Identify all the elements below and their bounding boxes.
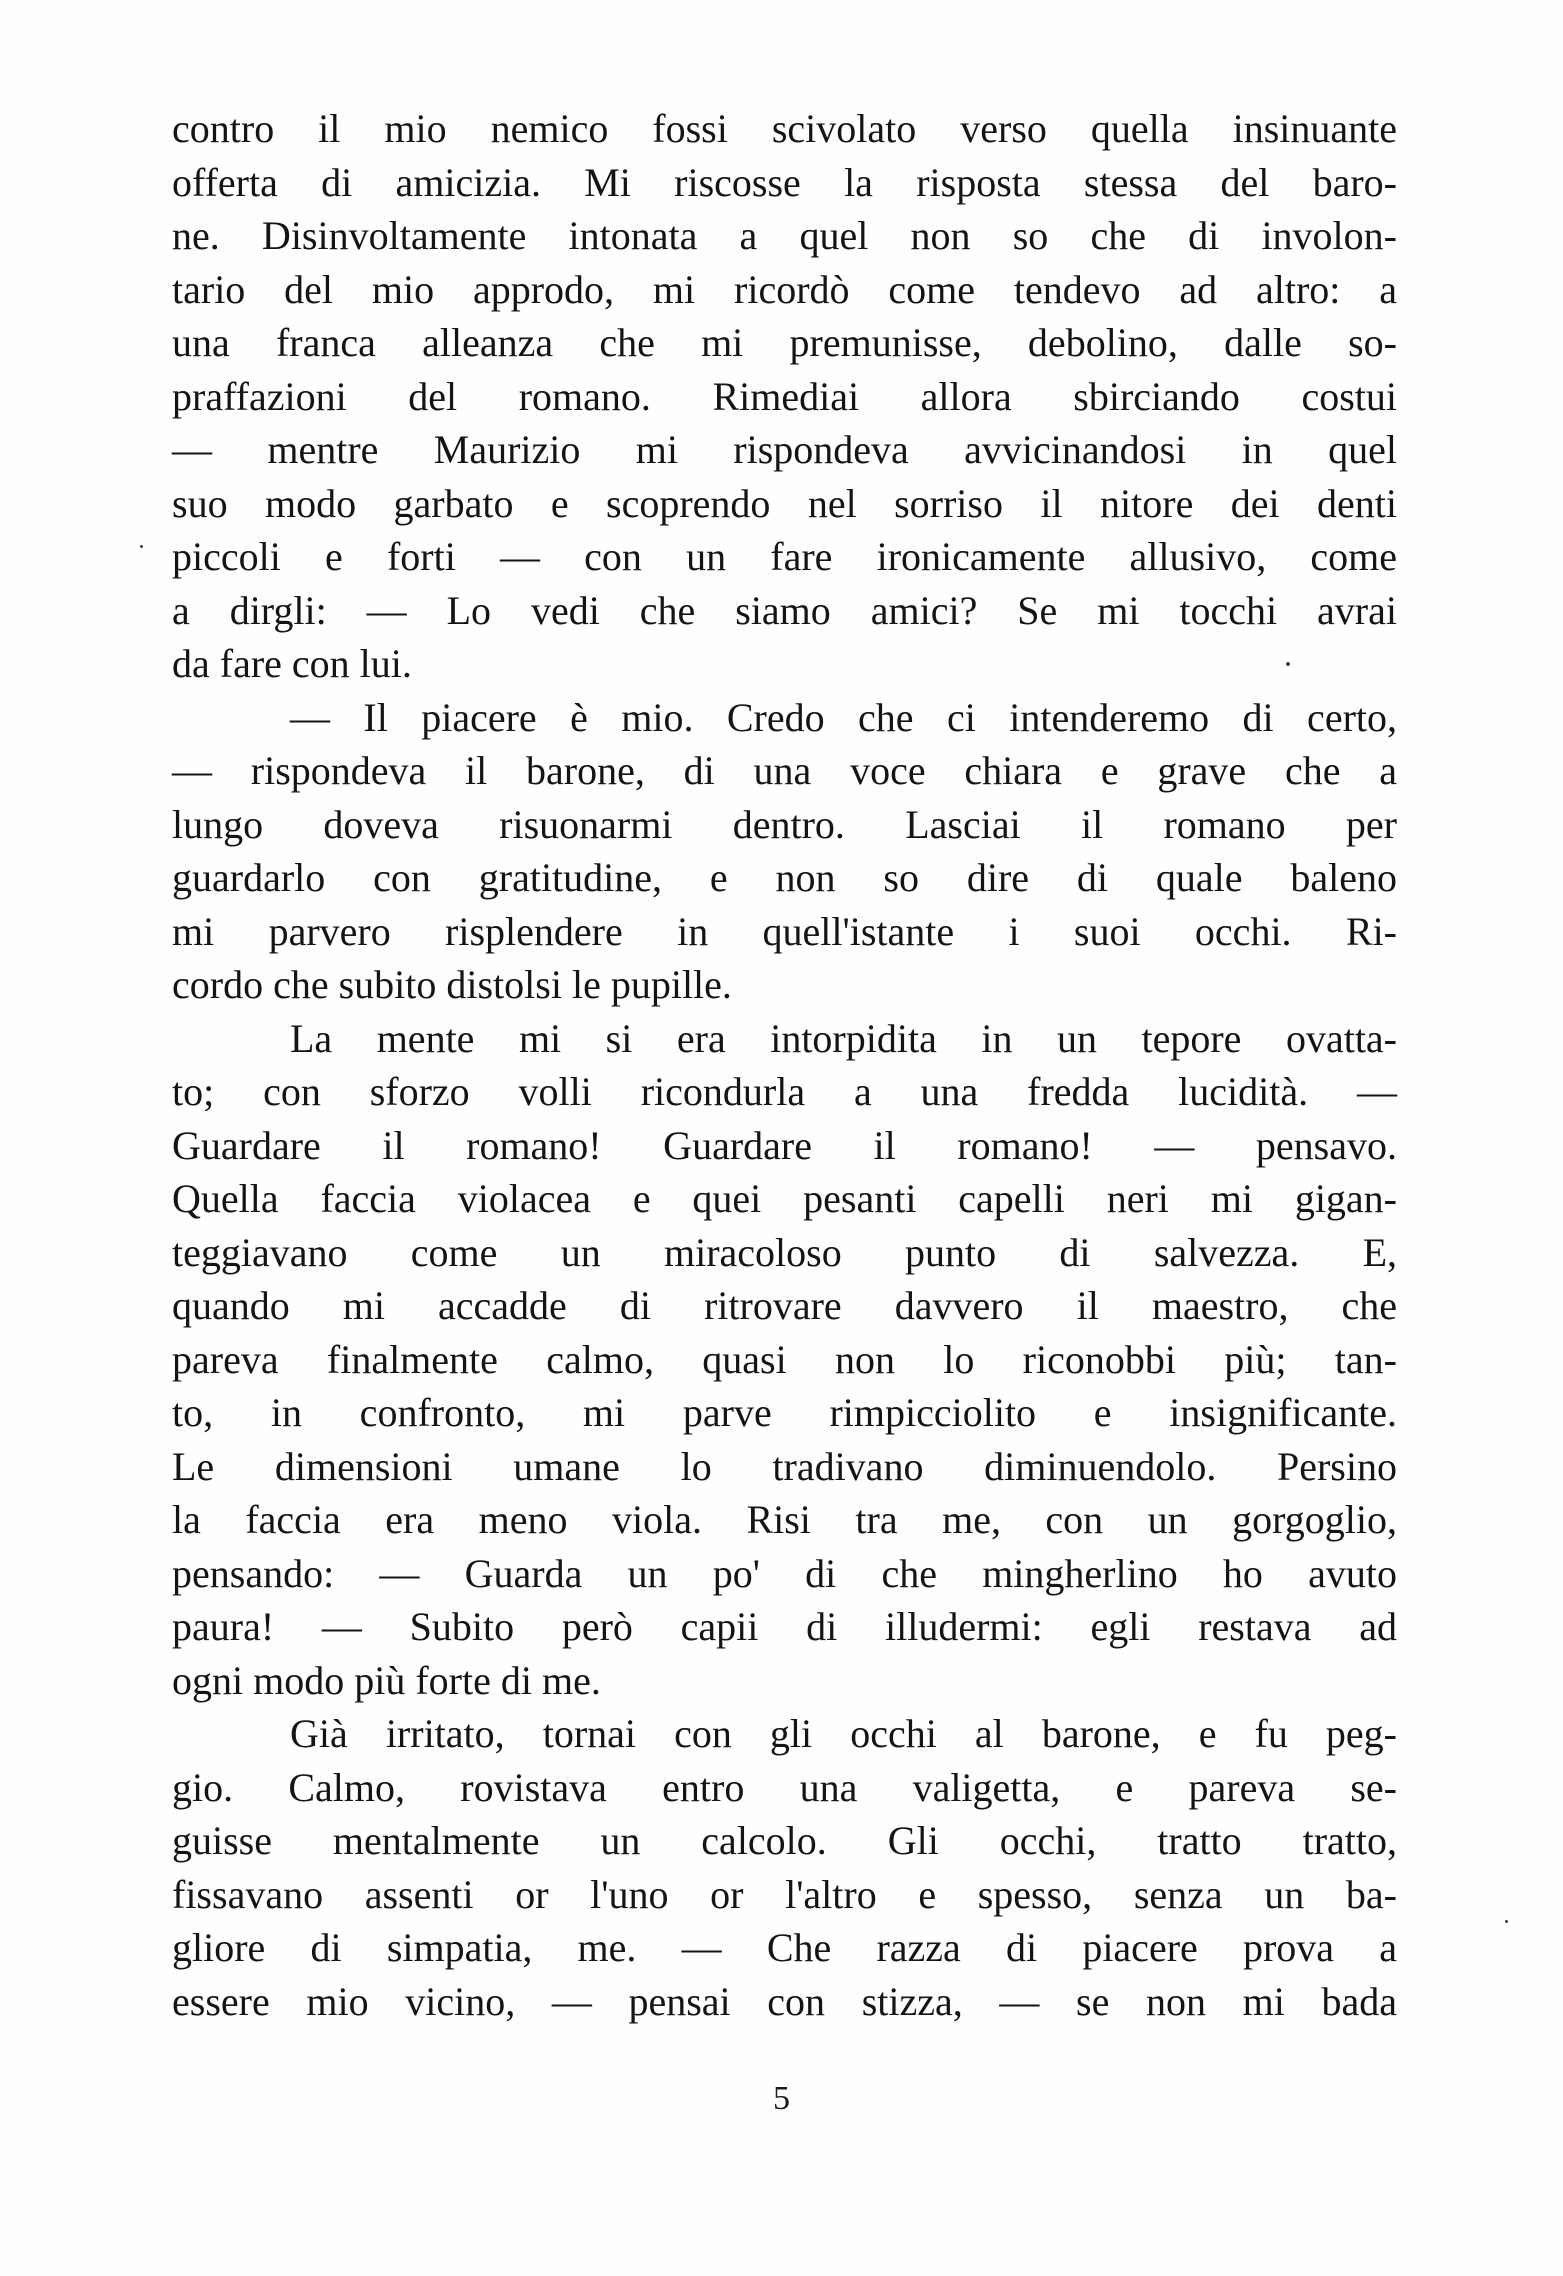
text-line: a dirgli: — Lo vedi che siamo amici? Se mi tocchi avrai [172, 587, 1397, 633]
text-line: to, in confronto, mi parve rimpicciolito e insignificante. [172, 1390, 1397, 1435]
text-line: la faccia era meno viola. Risi tra me, con un gorgoglio, [172, 1497, 1397, 1542]
text-line: paura! — Subito però capii di illudermi: egli restava ad [172, 1604, 1397, 1649]
text-line: — rispondeva il barone, di una voce chiara e grave che a [172, 748, 1397, 793]
text-line: guardarlo con gratitudine, e non so dire di quale baleno [172, 855, 1397, 900]
text-line: praffazioni del romano. Rimediai allora sbirciando costui [172, 373, 1397, 419]
paper-speck [1505, 1920, 1508, 1923]
text-line: da fare con lui. [172, 641, 412, 686]
text-line: Quella faccia violacea e quei pesanti capelli neri mi gigan- [172, 1176, 1397, 1221]
text-line: ne. Disinvoltamente intonata a quel non so che di involon- [172, 213, 1397, 258]
body-text [172, 102, 1397, 2028]
text-line: tario del mio approdo, mi ricordò come tendevo ad altro: a [172, 266, 1397, 312]
text-line: pensando: — Guarda un po' di che mingherlino ho avuto [172, 1550, 1397, 1596]
text-line: Le dimensioni umane lo tradivano diminuendolo. Persino [172, 1443, 1397, 1489]
page-number: 5 [773, 2080, 790, 2117]
text-line: suo modo garbato e scoprendo nel sorriso il nitore dei denti [172, 480, 1397, 526]
paragraph-first-line: — Il piacere è mio. Credo che ci intenderemo di certo, [290, 694, 1397, 740]
text-line: offerta di amicizia. Mi riscosse la risposta stessa del baro- [172, 159, 1397, 205]
text-line: gliore di simpatia, me. — Che razza di piacere prova a [172, 1925, 1397, 1970]
text-line: fissavano assenti or l'uno or l'altro e spesso, senza un ba- [172, 1871, 1397, 1917]
text-line: lungo doveva risuonarmi dentro. Lasciai il romano per [172, 801, 1397, 847]
text-line: Guardare il romano! Guardare il romano! — pensavo. [172, 1122, 1397, 1168]
text-line: ogni modo più forte di me. [172, 1657, 601, 1703]
paragraph-first-line: La mente mi si era intorpidita in un tepore ovatta- [290, 1015, 1397, 1061]
text-line: to; con sforzo volli ricondurla a una fredda lucidità. — [172, 1069, 1397, 1114]
paragraph-first-line: Già irritato, tornai con gli occhi al barone, e fu peg- [290, 1711, 1397, 1756]
text-line: essere mio vicino, — pensai con stizza, — se non mi bada [172, 1978, 1397, 2024]
text-line: contro il mio nemico fossi scivolato verso quella insinuante [172, 106, 1397, 151]
text-line: mi parvero risplendere in quell'istante i suoi occhi. Ri- [172, 908, 1397, 954]
text-line: teggiavano come un miracoloso punto di salvezza. E, [172, 1229, 1397, 1275]
text-line: — mentre Maurizio mi rispondeva avvicinandosi in quel [172, 427, 1397, 472]
text-line: una franca alleanza che mi premunisse, debolino, dalle so- [172, 320, 1397, 365]
paper-speck [140, 545, 143, 548]
text-line: pareva finalmente calmo, quasi non lo riconobbi più; tan- [172, 1336, 1397, 1382]
text-line: guisse mentalmente un calcolo. Gli occhi, tratto tratto, [172, 1818, 1397, 1863]
text-line: piccoli e forti — con un fare ironicamente allusivo, come [172, 534, 1397, 579]
text-line: cordo che subito distolsi le pupille. [172, 962, 732, 1007]
paper-speck [1286, 662, 1290, 666]
text-line: gio. Calmo, rovistava entro una valigetta, e pareva se- [172, 1764, 1397, 1810]
text-line: quando mi accadde di ritrovare davvero il maestro, che [172, 1283, 1397, 1328]
